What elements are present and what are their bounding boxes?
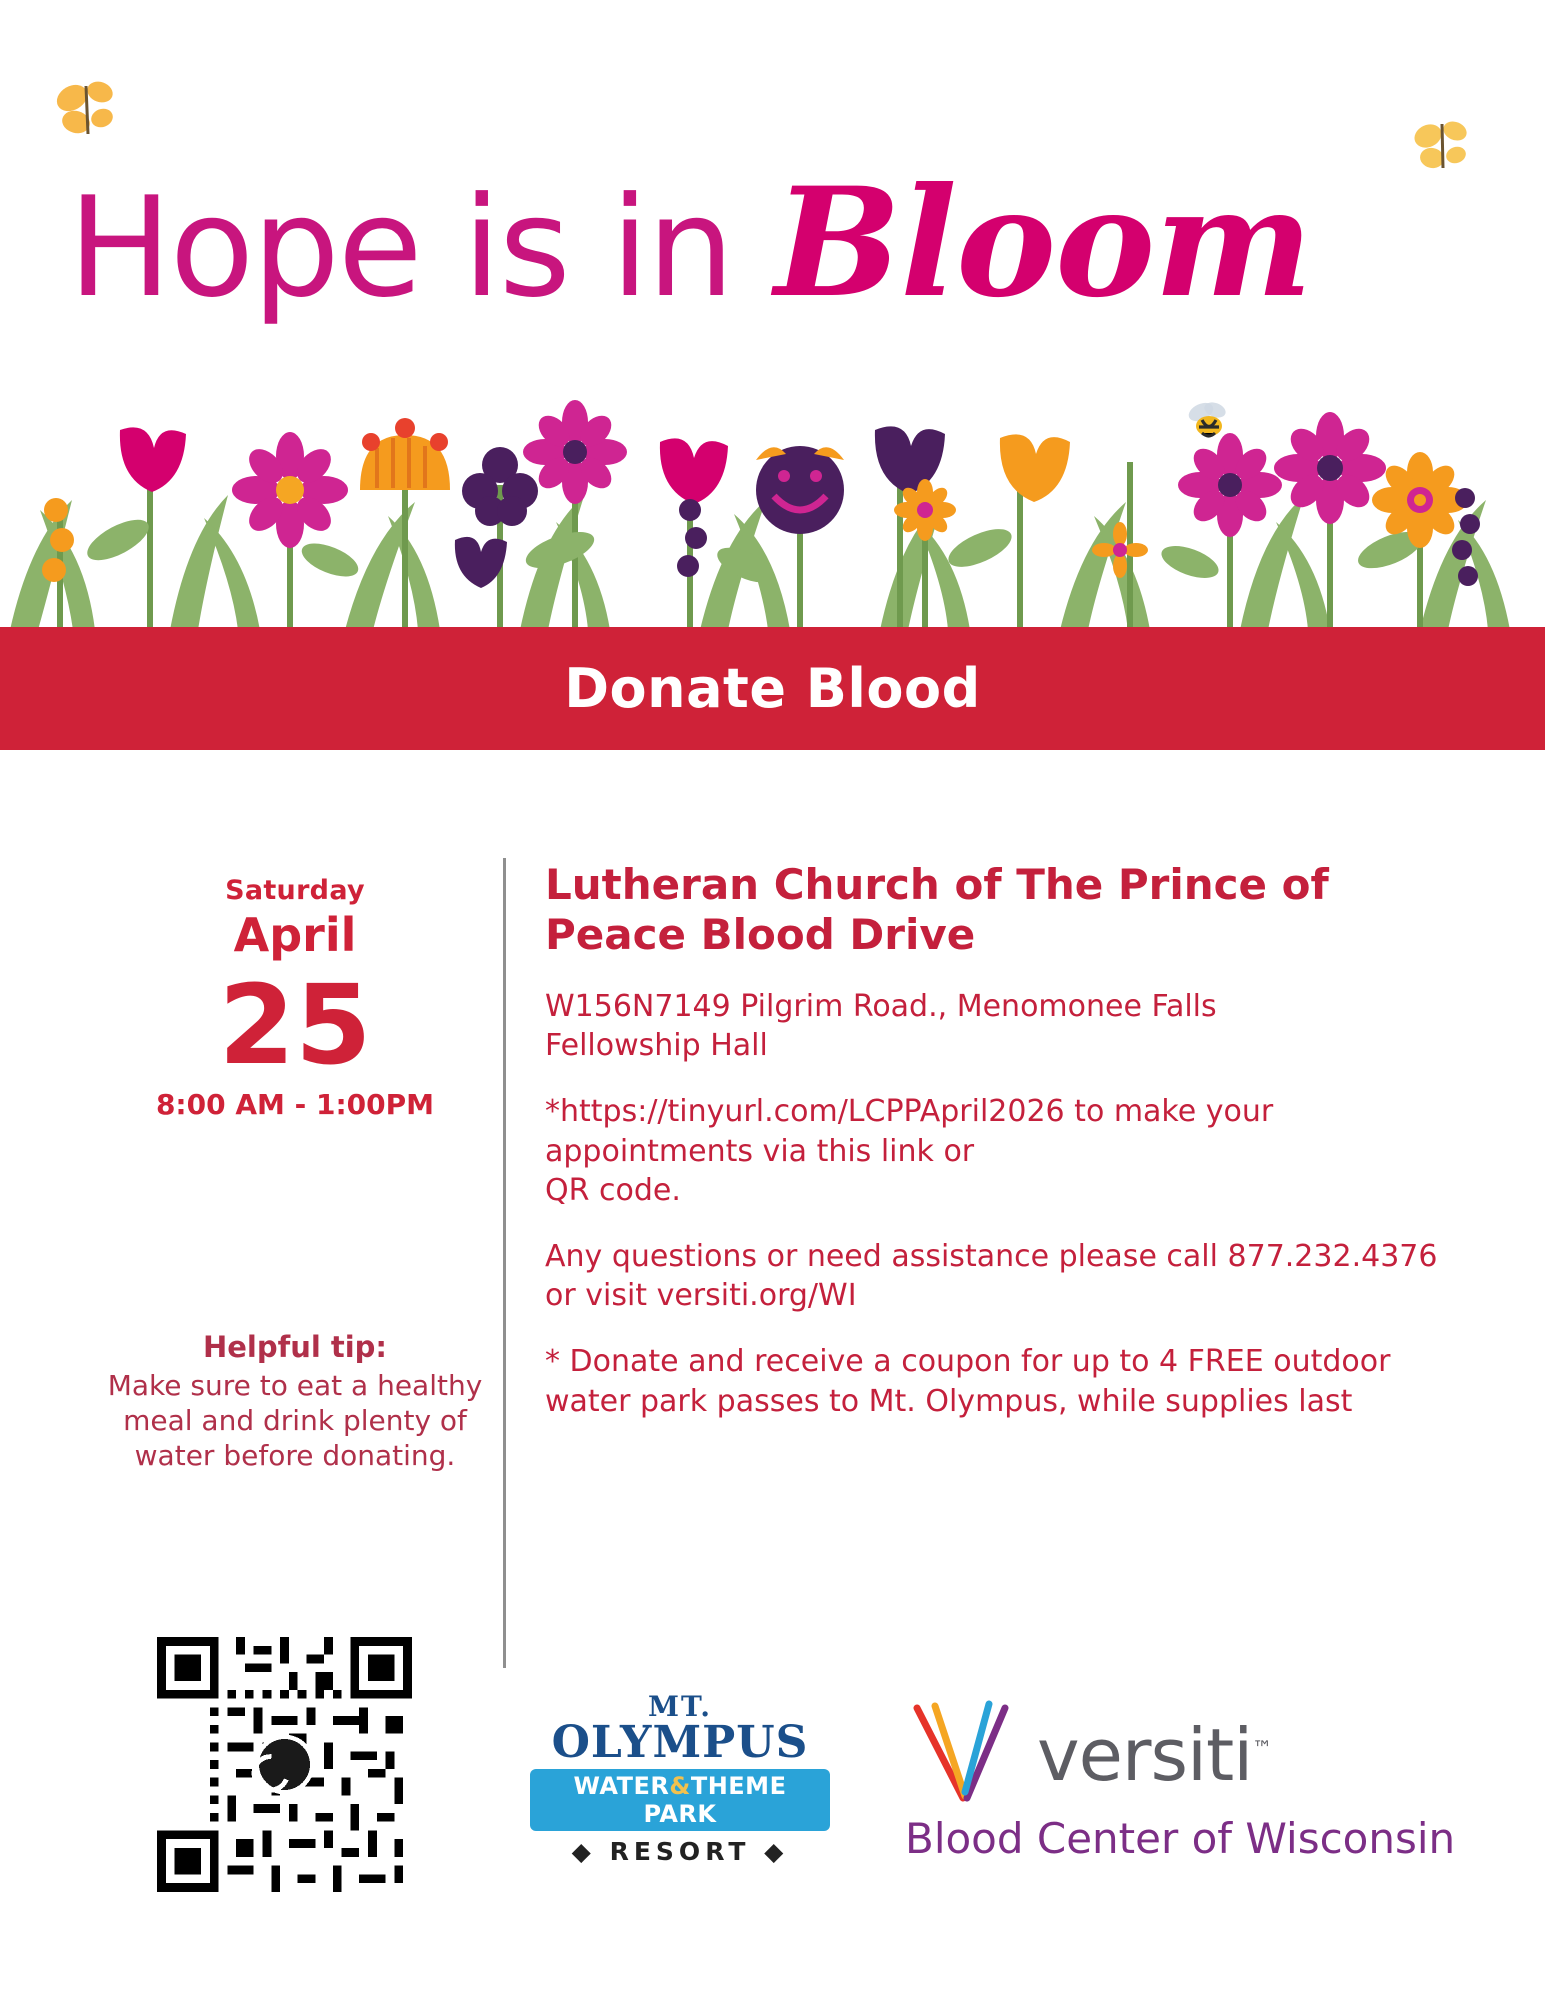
versiti-word-text: versiti bbox=[1037, 1713, 1253, 1797]
mt-olympus-line-2: OLYMPUS bbox=[551, 1717, 809, 1768]
day-of-week: Saturday bbox=[225, 875, 365, 906]
contact-paragraph: Any questions or need assistance please call 877.232.4376 or visit versiti.org/WI bbox=[545, 1238, 1438, 1314]
title-plain: Hope is in bbox=[68, 167, 733, 328]
flower-illustration bbox=[0, 390, 1545, 630]
poster-header bbox=[0, 0, 1545, 400]
promo-paragraph: * Donate and receive a coupon for up to 4 FREE outdoor water park passes to Mt. Olympus, while supplies last bbox=[545, 1343, 1391, 1419]
address-line-2: Fellowship Hall bbox=[545, 1028, 768, 1064]
flower-band-graphic bbox=[0, 390, 1545, 630]
appointment-link-paragraph bbox=[545, 1092, 1445, 1211]
versiti-wordmark bbox=[1037, 1713, 1271, 1797]
butterfly-icon bbox=[48, 78, 126, 144]
tip-heading: Helpful tip: bbox=[202, 1330, 388, 1364]
time-range: 8:00 AM - 1:00PM bbox=[155, 1087, 435, 1121]
appointment-link-line-2: QR code. bbox=[545, 1173, 681, 1209]
mt-olympus-line-1: MT. bbox=[648, 1690, 712, 1723]
event-address bbox=[545, 987, 1445, 1066]
versiti-logo bbox=[905, 1700, 1465, 1863]
qr-code[interactable] bbox=[157, 1637, 412, 1892]
mt-olympus-theme: THEME PARK bbox=[643, 1772, 787, 1828]
mt-olympus-resort: ◆ RESORT ◆ bbox=[571, 1837, 789, 1866]
appointment-link[interactable]: *https://tinyurl.com/LCPPApril2026 to make your appointments via this link or bbox=[545, 1093, 1274, 1169]
versiti-tagline: Blood Center of Wisconsin bbox=[905, 1814, 1456, 1863]
event-details bbox=[545, 860, 1445, 1421]
date-block bbox=[100, 875, 490, 1121]
month-label: April bbox=[233, 908, 357, 962]
page-title bbox=[68, 155, 1312, 331]
butterfly-icon bbox=[1408, 118, 1478, 176]
address-line-1: W156N7149 Pilgrim Road., Menomonee Falls bbox=[545, 988, 1217, 1024]
helpful-tip bbox=[95, 1330, 495, 1473]
mt-olympus-amp: & bbox=[669, 1772, 691, 1800]
column-divider bbox=[503, 858, 506, 1668]
mt-olympus-logo bbox=[530, 1690, 830, 1866]
title-script: Bloom bbox=[774, 155, 1312, 331]
versiti-wordmark-row bbox=[905, 1700, 1465, 1810]
day-number: 25 bbox=[218, 961, 372, 1089]
event-title: Lutheran Church of The Prince of Peace Blood Drive bbox=[545, 860, 1329, 960]
donate-blood-banner bbox=[0, 627, 1545, 750]
tip-text: Make sure to eat a healthy meal and drink plenty of water before donating. bbox=[107, 1369, 483, 1472]
versiti-v-icon bbox=[905, 1700, 1025, 1810]
mt-olympus-line-3 bbox=[530, 1769, 830, 1831]
banner-label: Donate Blood bbox=[564, 657, 981, 720]
versiti-trademark: ™ bbox=[1252, 1736, 1272, 1760]
mt-olympus-water: WATER bbox=[573, 1772, 670, 1800]
